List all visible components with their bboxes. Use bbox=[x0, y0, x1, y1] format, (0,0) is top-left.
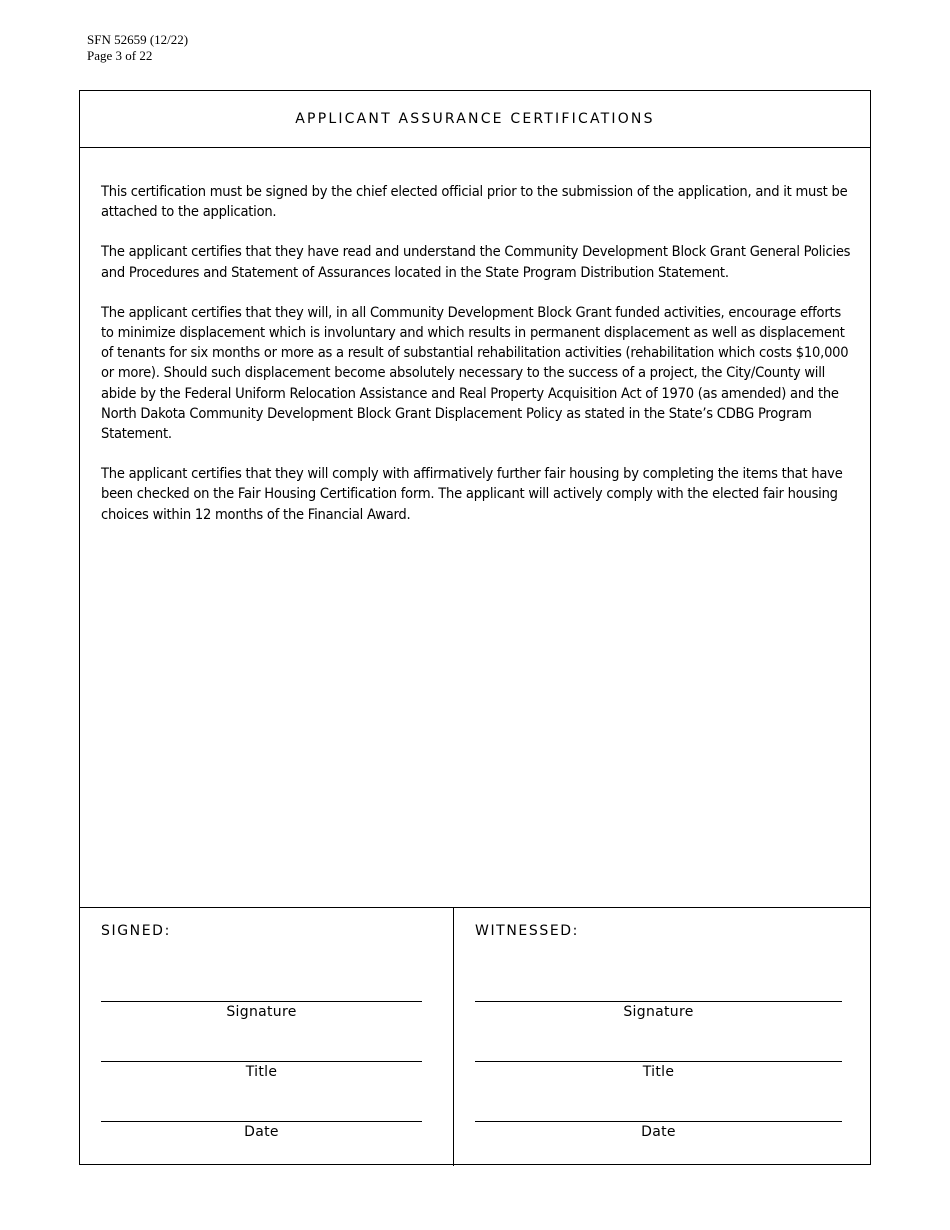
witnessed-signature-label: Signature bbox=[623, 1004, 694, 1020]
certification-form bbox=[79, 90, 871, 1165]
witnessed-signature-line[interactable] bbox=[475, 1001, 842, 1002]
certification-body bbox=[101, 182, 851, 545]
signed-heading: SIGNED: bbox=[101, 923, 171, 939]
form-header-meta bbox=[87, 32, 188, 64]
witnessed-title-line[interactable] bbox=[475, 1061, 842, 1062]
form-number: SFN 52659 (12/22) bbox=[87, 32, 189, 47]
witnessed-date-line[interactable] bbox=[475, 1121, 842, 1122]
form-title-row bbox=[80, 91, 870, 148]
signed-column bbox=[101, 908, 422, 1166]
paragraph-fair-housing-certification: The applicant certifies that they will comply with affirmatively further fair housing by completing the items that have been checked on the Fair Housing Certification form. The applicant will actively comply with the elected fair housing choices within 12 months of the Financial Award. bbox=[101, 466, 843, 523]
signed-date-line[interactable] bbox=[101, 1121, 422, 1122]
signed-date-label: Date bbox=[244, 1124, 279, 1140]
paragraph-signing-requirement: This certification must be signed by the chief elected official prior to the submission of the application, and it must be attached to the application. bbox=[101, 184, 848, 221]
signature-column-divider bbox=[453, 908, 454, 1166]
signed-signature-line[interactable] bbox=[101, 1001, 422, 1002]
signed-title-line[interactable] bbox=[101, 1061, 422, 1062]
signed-signature-label: Signature bbox=[226, 1004, 297, 1020]
signed-title-label: Title bbox=[245, 1064, 278, 1080]
page-info: Page 3 of 22 bbox=[87, 48, 153, 63]
signature-section bbox=[80, 907, 870, 1166]
witnessed-column bbox=[475, 908, 842, 1166]
witnessed-title-label: Title bbox=[642, 1064, 675, 1080]
witnessed-heading: WITNESSED: bbox=[475, 923, 579, 939]
form-title: APPLICANT ASSURANCE CERTIFICATIONS bbox=[295, 111, 655, 127]
witnessed-date-label: Date bbox=[641, 1124, 676, 1140]
paragraph-policies-certification: The applicant certifies that they have read and understand the Community Development Block Grant General Policies and Procedures and Statement of Assurances located in the State Program Distribution Statement. bbox=[101, 244, 851, 281]
paragraph-displacement-certification: The applicant certifies that they will, in all Community Development Block Grant funded activities, encourage efforts to minimize displacement which is involuntary and which results in permanent displacement as well as displacement of tenants for six months or more as a result of substantial rehabilitation activities (rehabilitation which costs $10,000 or more). Should such displacement become absolutely necessary to the success of a project, the City/County will abide by the Federal Uniform Relocation Assistance and Real Property Acquisition Act of 1970 (as amended) and the North Dakota Community Development Block Grant Displacement Policy as stated in the State’s CDBG Program Statement. bbox=[101, 304, 849, 443]
